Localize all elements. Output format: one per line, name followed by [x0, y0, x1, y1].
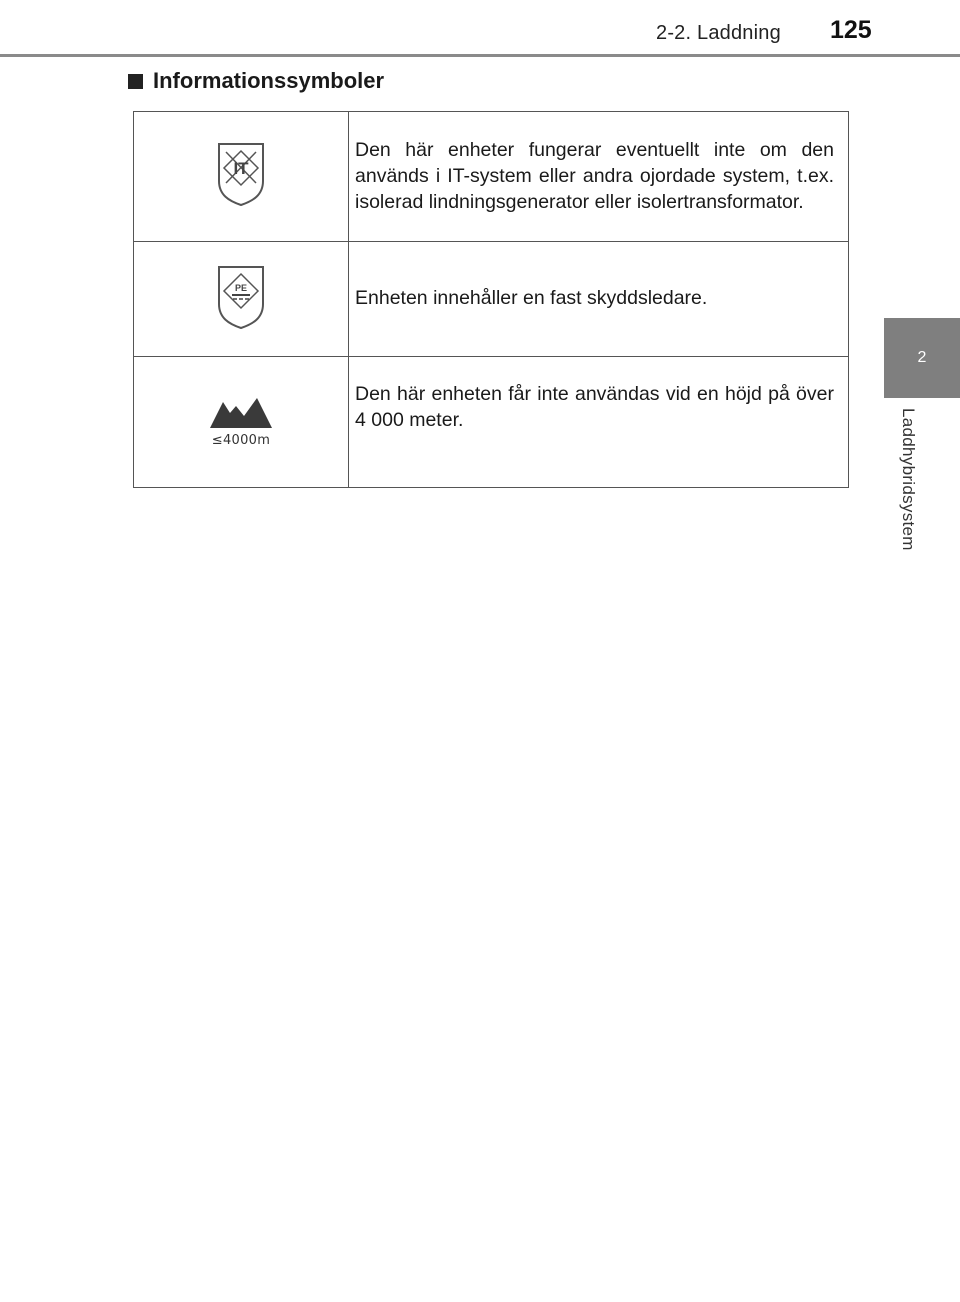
it-icon-label: IT [233, 159, 249, 178]
symbol-description: Den här enheter fungerar eventuellt inte om den används i IT-system eller andra ojordade system, t.ex. isolerad lindningsgenerator eller isolertransformator. [349, 112, 849, 242]
section-heading-text: Informationssymboler [153, 68, 385, 93]
header-section-title: 2-2. Laddning [656, 22, 781, 44]
table-row [134, 112, 849, 242]
page-number: 125 [830, 16, 872, 44]
chapter-tab-label: Laddhybridsystem [899, 408, 918, 551]
icon-cell [134, 112, 349, 242]
pe-icon-label: PE [234, 282, 248, 293]
icon-cell [134, 357, 349, 488]
icon-cell [134, 242, 349, 357]
altitude-mountain-icon [208, 396, 274, 430]
symbol-description: Enheten innehåller en fast skyddsledare. [349, 242, 849, 357]
table-row [134, 242, 849, 357]
chapter-tab-number: 2 [917, 349, 927, 366]
symbols-table [133, 111, 849, 488]
header-rule [0, 54, 960, 57]
section-heading [128, 68, 384, 94]
table-row [134, 357, 849, 488]
protective-earth-shield-icon [216, 264, 266, 330]
symbol-description: Den här enheten får inte användas vid en höjd på över 4 000 meter. [349, 357, 849, 488]
altitude-limit-label: ≤4000m [211, 433, 271, 448]
it-system-shield-icon [216, 141, 266, 207]
chapter-tab [884, 318, 960, 398]
heading-square-icon [128, 74, 143, 89]
